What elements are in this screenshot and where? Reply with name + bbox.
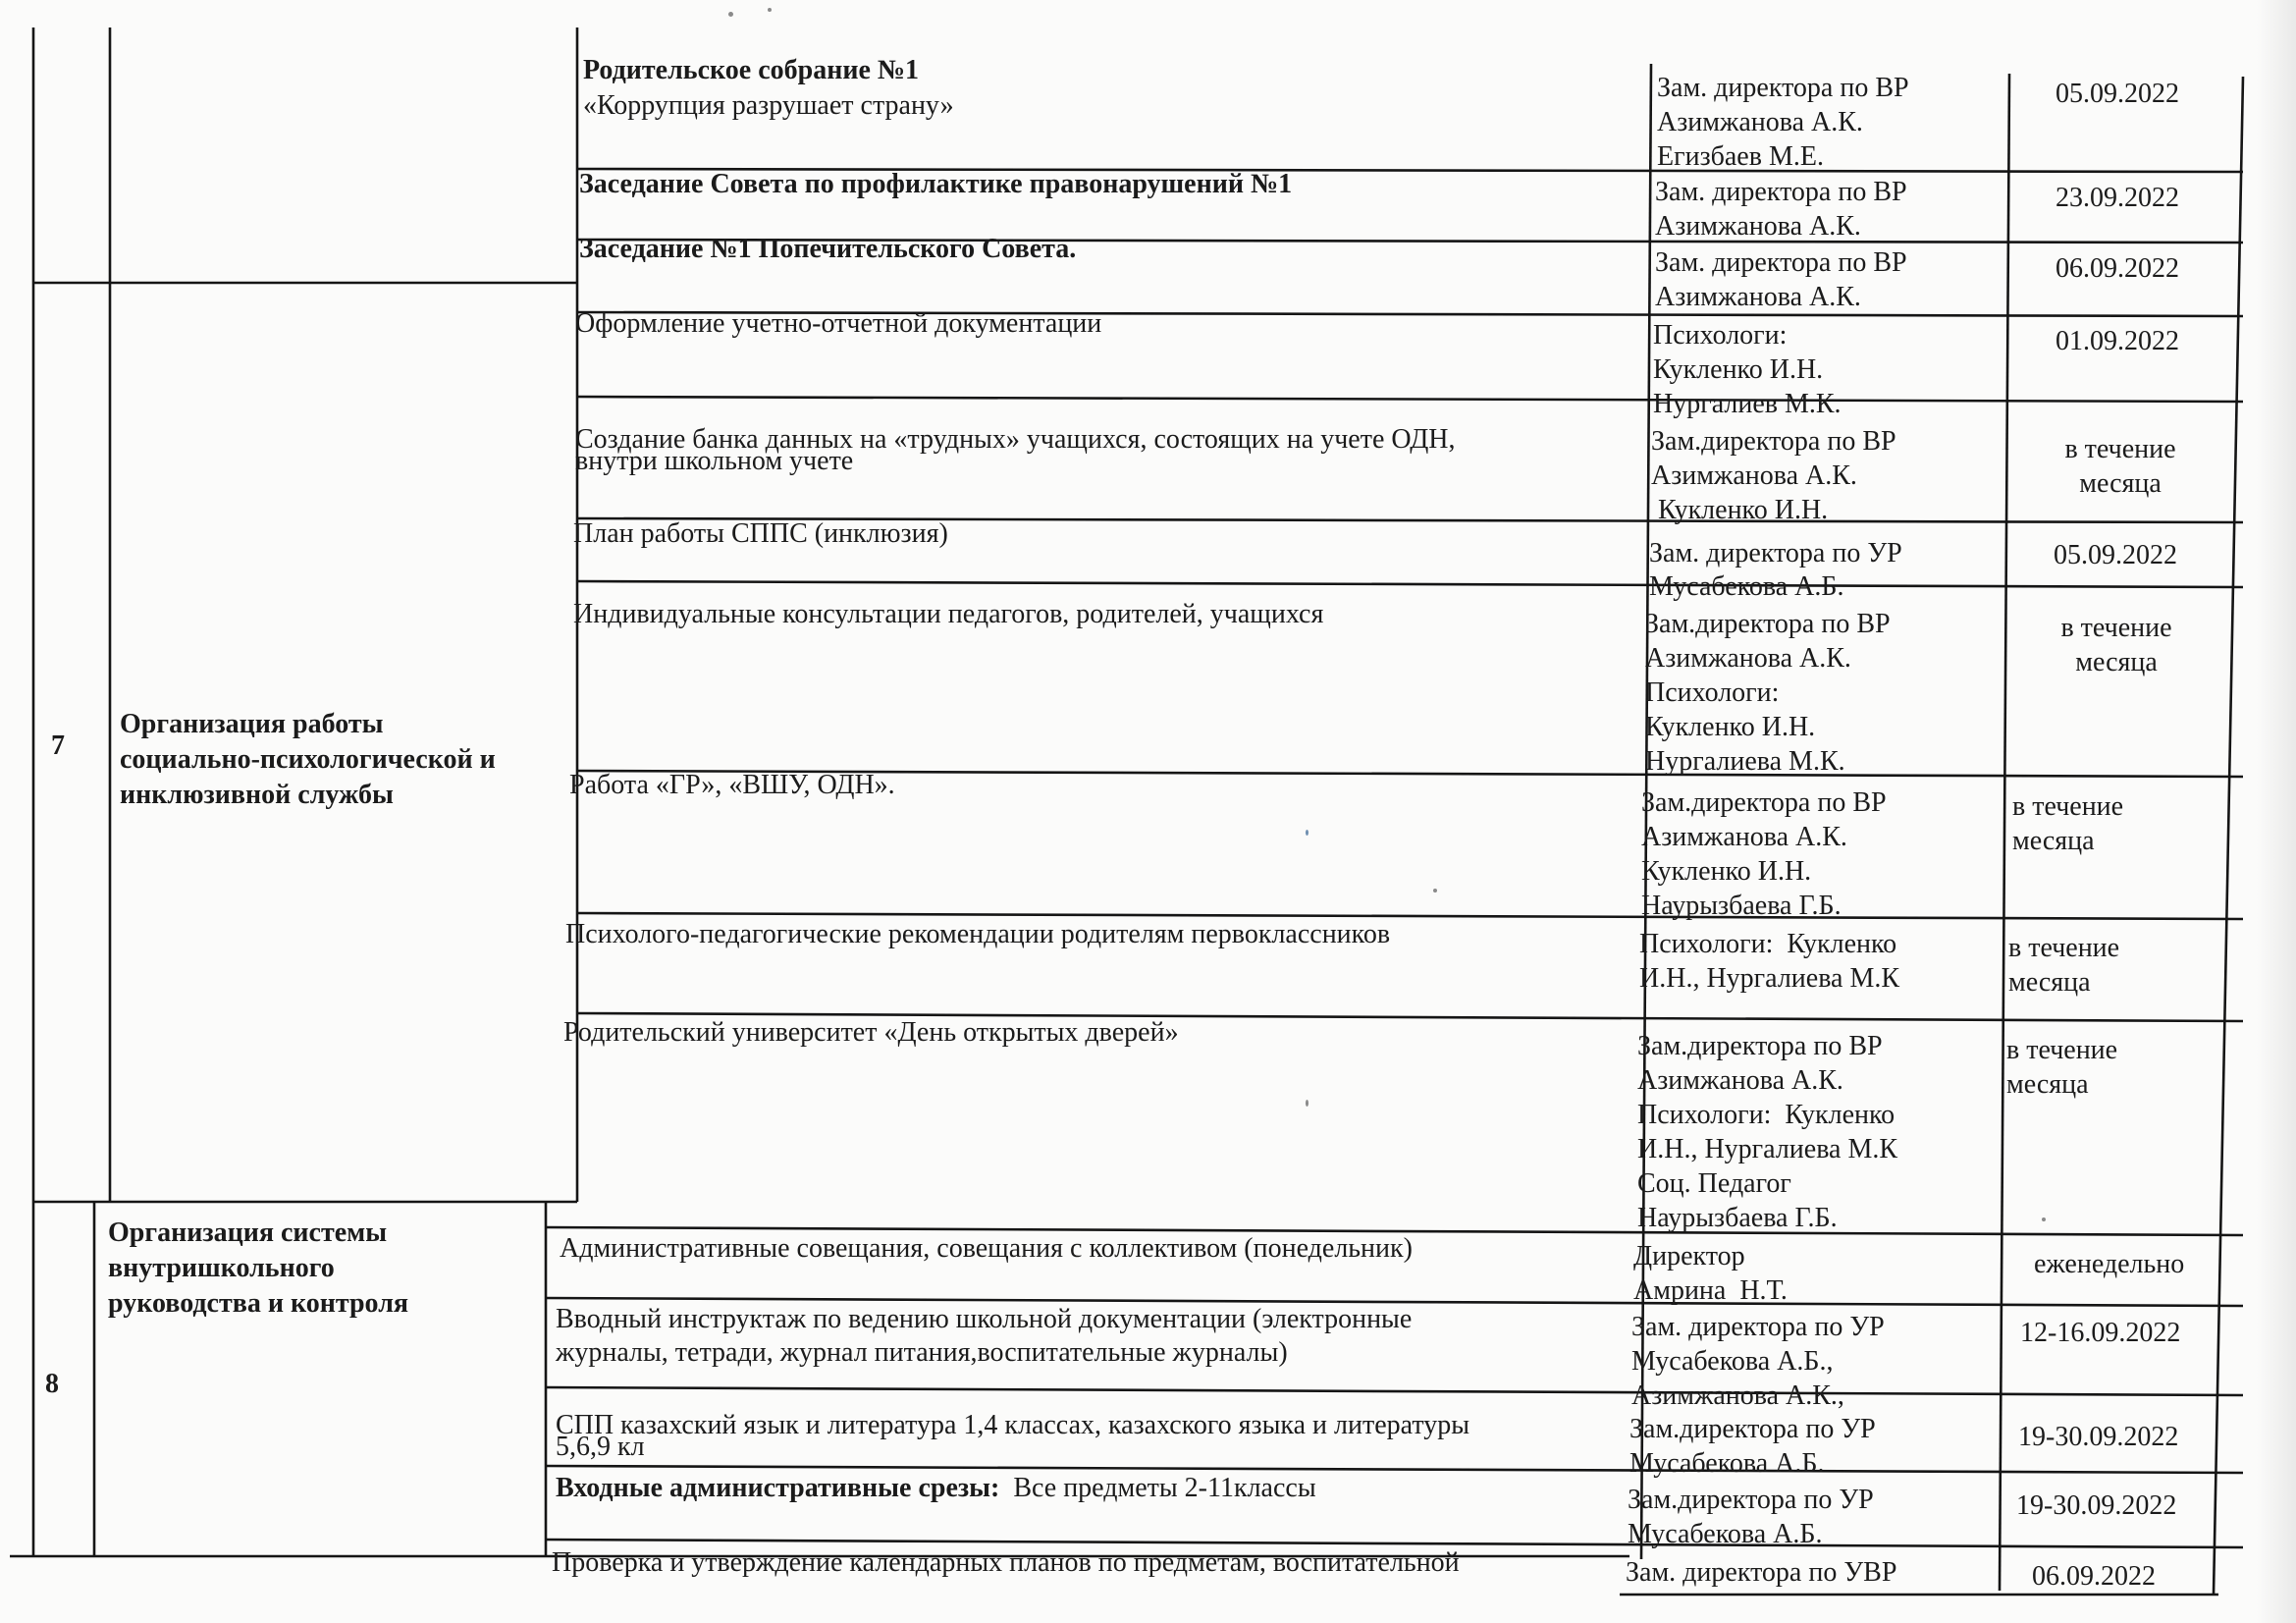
date-r2: 23.09.2022 [2056, 183, 2179, 213]
date-r8-line1: в течение [2012, 791, 2124, 822]
date-r15: 06.09.2022 [2032, 1561, 2156, 1592]
resp-r9-line1: Психологи: Кукленко [1639, 929, 1897, 959]
resp-r9-line2: И.Н., Нургалиева М.К [1639, 963, 1900, 994]
resp-r7-line5: Нургалиева М.К. [1645, 746, 1845, 777]
resp-r13-line1: Зам.директора по УР [1629, 1414, 1876, 1444]
resp-r12-line2: Мусабекова А.Б., [1631, 1346, 1834, 1377]
resp-r2-line1: Зам. директора по ВР [1655, 177, 1907, 207]
resp-r3-line1: Зам. директора по ВР [1655, 247, 1907, 278]
section-8-title-line3: руководства и контроля [108, 1288, 409, 1319]
resp-r5-line1: Зам.директора по ВР [1651, 426, 1896, 457]
resp-r10-line1: Зам.директора по ВР [1637, 1031, 1883, 1061]
scan-speck [1306, 1100, 1308, 1107]
scan-edge-shadow [2257, 0, 2296, 1623]
resp-r1-line2: Азимжанова А.К. [1657, 107, 1863, 137]
event-r13-line2: 5,6,9 кл [556, 1432, 645, 1462]
scan-speck [768, 8, 772, 12]
resp-r15-line1: Зам. директора по УВР [1626, 1557, 1897, 1588]
section-8-title-line2: внутришкольного [108, 1253, 335, 1283]
date-r4: 01.09.2022 [2056, 326, 2179, 356]
event-r1-subtitle: «Коррупция разрушает страну» [583, 90, 954, 121]
event-r14-bold: Входные административные срезы: [556, 1473, 1000, 1503]
resp-r8-line1: Зам.директора по ВР [1641, 787, 1887, 818]
resp-r7-line2: Азимжанова А.К. [1645, 643, 1851, 674]
resp-r10-line5: Соц. Педагог [1637, 1168, 1791, 1199]
scan-speck [2042, 1217, 2046, 1221]
resp-r5-line3: Кукленко И.Н. [1651, 495, 1829, 525]
date-r12: 12-16.09.2022 [2020, 1318, 2181, 1348]
resp-r5-line2: Азимжанова А.К. [1651, 460, 1857, 491]
event-r2: Заседание Совета по профилактике правонарушений №1 [579, 169, 1293, 199]
date-r9-line2: месяца [2008, 967, 2091, 998]
resp-r7-line4: Кукленко И.Н. [1645, 712, 1816, 742]
section-7-title-line3: инклюзивной службы [120, 780, 394, 810]
event-r14 [556, 1471, 1316, 1505]
resp-r14-line1: Зам.директора по УР [1628, 1485, 1874, 1515]
date-r7-line1: в течение [2060, 613, 2172, 643]
resp-r6-line2: Мусабекова А.Б. [1649, 571, 1844, 602]
resp-r1-line1: Зам. директора по ВР [1657, 73, 1909, 103]
resp-r12-line3: Азимжанова А.К., [1631, 1380, 1844, 1411]
section-7-number: 7 [51, 730, 65, 761]
scan-speck [728, 12, 733, 17]
resp-r10-line3: Психологи: Кукленко [1637, 1100, 1896, 1130]
resp-r11-line2: Амрина Н.Т. [1633, 1275, 1788, 1306]
event-r4: Оформление учетно-отчетной документации [575, 308, 1102, 339]
date-r5-line1: в течение [2064, 434, 2176, 464]
resp-r8-line4: Наурызбаева Г.Б. [1641, 891, 1842, 921]
date-r13: 19-30.09.2022 [2018, 1422, 2179, 1452]
section-8-title-line1: Организация системы [108, 1217, 388, 1248]
resp-r11-line1: Директор [1633, 1241, 1745, 1271]
date-r11: еженедельно [2034, 1249, 2185, 1279]
event-r3: Заседание №1 Попечительского Совета. [579, 234, 1077, 264]
event-r10: Родительский университет «День открытых дверей» [563, 1017, 1179, 1048]
event-r12-line2: журналы, тетради, журнал питания,воспитательные журналы) [556, 1337, 1288, 1368]
resp-r1-line3: Егизбаев М.Е. [1657, 141, 1824, 172]
event-r7: Индивидуальные консультации педагогов, родителей, учащихся [573, 599, 1324, 629]
resp-r10-line4: И.Н., Нургалиева М.К [1637, 1134, 1898, 1164]
resp-r8-line3: Кукленко И.Н. [1641, 856, 1812, 887]
date-r7-line2: месяца [2075, 647, 2158, 677]
event-r11: Административные совещания, совещания с коллективом (понедельник) [560, 1233, 1413, 1264]
section-7-title-line2: социально-психологической и [120, 744, 496, 775]
resp-r6-line1: Зам. директора по УР [1649, 538, 1902, 568]
resp-r7-line3: Психологи: [1645, 677, 1780, 708]
date-r9-line1: в течение [2008, 933, 2120, 963]
resp-r12-line1: Зам. директора по УР [1631, 1312, 1885, 1342]
scan-speck [1433, 889, 1437, 893]
resp-r4-line3: Нургалиев М.К. [1653, 389, 1842, 419]
section-8-number: 8 [45, 1369, 59, 1399]
scan-speck [1306, 830, 1308, 836]
event-r12-line1: Вводный инструктаж по ведению школьной документации (электронные [556, 1304, 1413, 1334]
resp-r4-line1: Психологи: [1653, 320, 1788, 351]
date-r10-line1: в течение [2006, 1035, 2118, 1065]
event-r5-line2: внутри школьном учете [575, 446, 854, 476]
event-r5-line1: Создание банка данных на «трудных» учащихся, состоящих на учете ОДН, [575, 424, 1456, 455]
resp-r2-line2: Азимжанова А.К. [1655, 211, 1861, 242]
section-7-title-line1: Организация работы [120, 709, 384, 739]
event-r15: Проверка и утверждение календарных планов по предметам, воспитательной [552, 1547, 1460, 1578]
resp-r10-line2: Азимжанова А.К. [1637, 1065, 1843, 1096]
event-r8: Работа «ГР», «ВШУ, ОДН». [569, 770, 895, 800]
date-r8-line2: месяца [2012, 826, 2095, 856]
resp-r13-line2: Мусабекова А.Б. [1629, 1448, 1825, 1479]
date-r1: 05.09.2022 [2056, 79, 2179, 109]
event-r14-rest: Все предметы 2-11классы [999, 1473, 1316, 1503]
event-r1-title: Родительское собрание №1 [583, 55, 920, 85]
resp-r4-line2: Кукленко И.Н. [1653, 354, 1824, 385]
resp-r8-line2: Азимжанова А.К. [1641, 822, 1847, 852]
date-r5-line2: месяца [2079, 468, 2162, 499]
resp-r3-line2: Азимжанова А.К. [1655, 282, 1861, 312]
date-r14: 19-30.09.2022 [2016, 1490, 2177, 1521]
event-r9: Психолого-педагогические рекомендации родителям первоклассников [565, 919, 1391, 949]
event-r13-line1: СПП казахский язык и литература 1,4 классах, казахского языка и литературы [556, 1410, 1470, 1440]
date-r3: 06.09.2022 [2056, 253, 2179, 284]
event-r6: План работы СППС (инклюзия) [573, 518, 948, 549]
date-r6: 05.09.2022 [2054, 540, 2177, 570]
resp-r7-line1: Зам.директора по ВР [1645, 609, 1891, 639]
resp-r10-line6: Наурызбаева Г.Б. [1637, 1203, 1838, 1233]
date-r10-line2: месяца [2006, 1069, 2089, 1100]
resp-r14-line2: Мусабекова А.Б. [1628, 1519, 1823, 1549]
